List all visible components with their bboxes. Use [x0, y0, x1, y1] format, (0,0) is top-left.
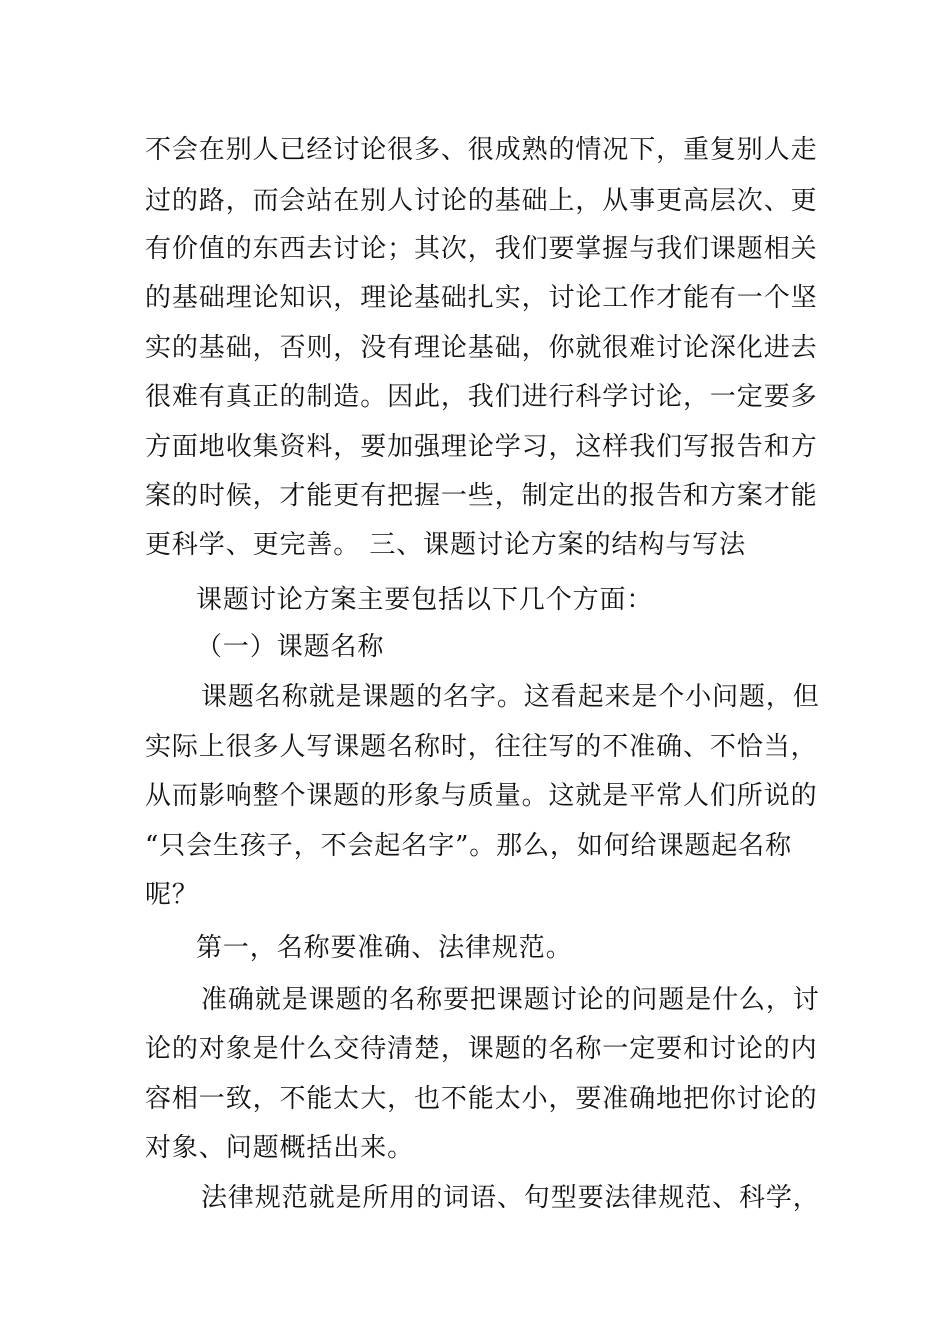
text-line: 案的时候，才能更有把握一些，制定出的报告和方案才能: [145, 481, 818, 511]
text-line: 不会在别人已经讨论很多、很成熟的情况下，重复别人走: [145, 135, 818, 165]
text-line: 容相一致，不能太大，也不能太小，要准确地把你讨论的: [145, 1084, 818, 1114]
text-line: 方面地收集资料，要加强理论学习，这样我们写报告和方: [145, 432, 818, 462]
paragraph-line: 准确就是课题的名称要把课题讨论的问题是什么，讨: [201, 985, 820, 1015]
text-line: 过的路，而会站在别人讨论的基础上，从事更高层次、更: [145, 186, 818, 216]
text-line: 呢？: [145, 880, 199, 910]
text-line: “只会生孩子，不会起名字”。那么，如何给课题起名称: [145, 831, 793, 861]
paragraph-line: 课题名称就是课题的名字。这看起来是个小问题，但: [201, 682, 820, 712]
paragraph-line: 第一，名称要准确、法律规范。: [196, 933, 573, 963]
text-line: 的基础理论知识，理论基础扎实，讨论工作才能有一个坚: [145, 283, 818, 313]
text-line: 实际上很多人写课题名称时，往往写的不准确、不恰当，: [145, 732, 818, 762]
text-line: 更科学、更完善。 三、课题讨论方案的结构与写法: [145, 530, 746, 560]
text-line: 很难有真正的制造。因此，我们进行科学讨论，一定要多: [145, 382, 818, 412]
section-heading: （一）课题名称: [196, 632, 385, 662]
text-line: 有价值的东西去讨论；其次，我们要掌握与我们课题相关: [145, 234, 818, 264]
text-line: 实的基础，否则，没有理论基础，你就很难讨论深化进去: [145, 333, 818, 363]
text-line: 论的对象是什么交待清楚，课题的名称一定要和讨论的内: [145, 1034, 818, 1064]
paragraph-line: 法律规范就是所用的词语、句型要法律规范、科学，: [201, 1183, 820, 1213]
text-line: 对象、问题概括出来。: [145, 1133, 415, 1163]
text-line: 从而影响整个课题的形象与质量。这就是平常人们所说的: [145, 781, 818, 811]
paragraph-line: 课题讨论方案主要包括以下几个方面：: [196, 585, 654, 615]
